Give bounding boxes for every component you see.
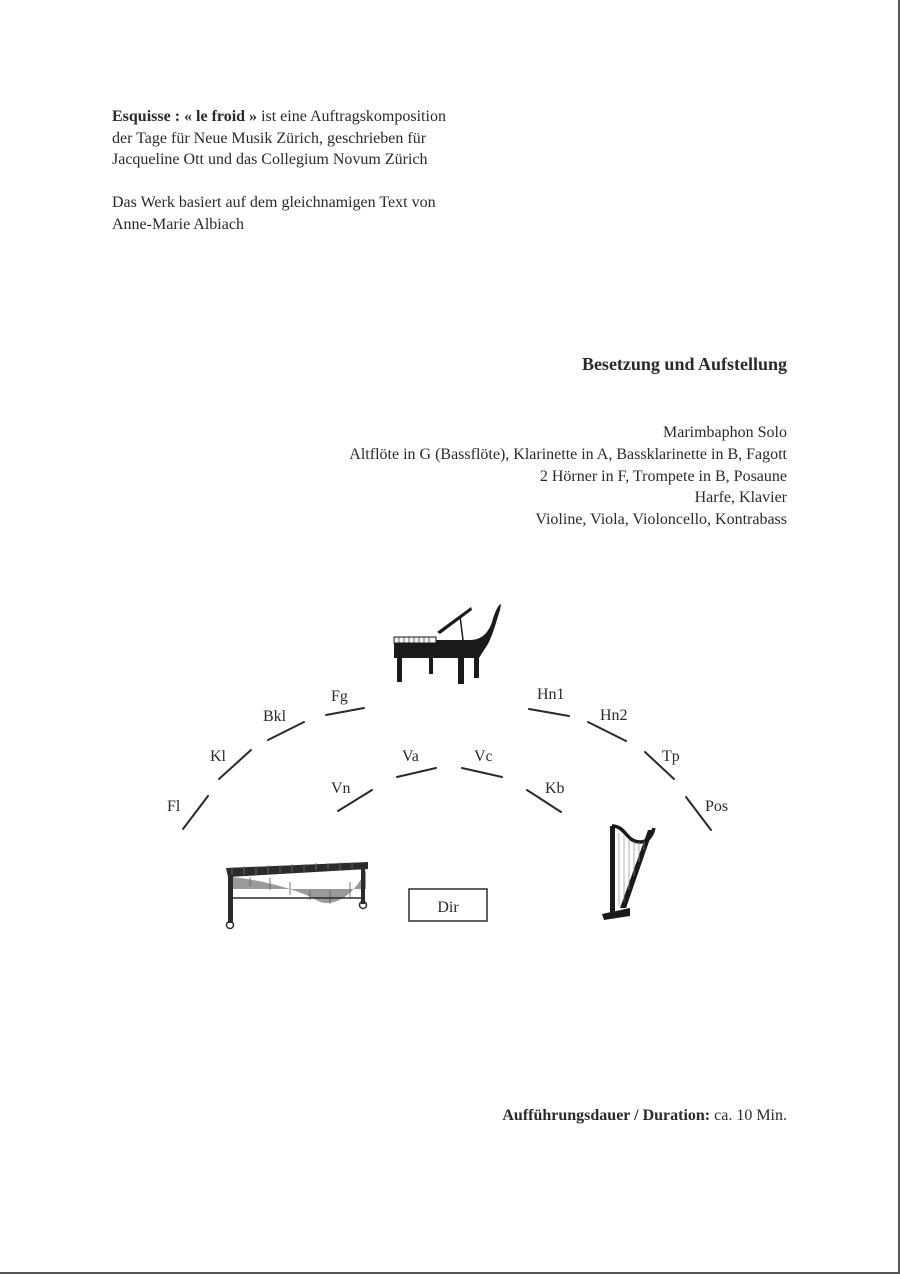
intro-line-1: ist eine Auftragskomposition [257,108,446,125]
bkl-label: Bkl [263,708,287,725]
intro-text [112,106,446,257]
dir-label: Dir [437,899,459,916]
vc-seat-line [462,768,502,777]
instrumentation-line: Altflöte in G (Bassflöte), Klarinette in A, Bassklarinette in B, Fagott [349,445,787,463]
marimba-icon [226,862,368,929]
instrumentation-line: 2 Hörner in F, Trompete in B, Posaune [539,467,787,485]
vc-label: Vc [474,748,493,765]
harp-icon [602,826,654,920]
seating-diagram [0,580,900,950]
hn2-label: Hn2 [600,707,628,724]
duration-line [502,1107,787,1125]
fl-seat-line [183,796,208,829]
va-label: Va [402,748,419,765]
fg-label: Fg [331,688,348,705]
duration-label: Aufführungsdauer / Duration: [502,1107,711,1124]
grand-piano-icon [394,604,501,684]
duration-value: ca. 10 Min. [710,1107,787,1124]
va-seat-line [397,768,436,777]
instrumentation-line: Violine, Viola, Violoncello, Kontrabass [535,511,787,529]
intro-line-2: der Tage für Neue Musik Zürich, geschrieben für [112,129,427,147]
scoring-heading: Besetzung und Aufstellung [581,354,787,374]
hn2-seat-line [588,722,626,741]
intro-line-5: Anne-Marie Albiach [112,215,244,233]
intro-paragraph-1 [112,106,446,171]
tp-label: Tp [662,748,680,765]
hn1-label: Hn1 [537,686,565,703]
intro-paragraph-2 [112,192,446,235]
hn1-seat-line [529,709,569,716]
kb-label: Kb [545,780,565,797]
seating-diagram-svg [0,580,900,950]
fg-seat-line [326,708,364,715]
instrumentation-line: Marimbaphon Solo [663,424,787,441]
pos-label: Pos [705,798,729,815]
fl-label: Fl [167,798,181,815]
work-title: Esquisse : « le froid » [112,108,258,125]
instrumentation-line: Harfe, Klavier [694,489,787,507]
intro-line-3: Jacqueline Ott und das Collegium Novum Zürich [112,151,428,168]
kl-label: Kl [210,748,226,765]
intro-line-4: Das Werk basiert auf dem gleichnamigen Text von [112,194,436,211]
vn-label: Vn [331,780,351,797]
instrumentation-list [349,422,787,531]
